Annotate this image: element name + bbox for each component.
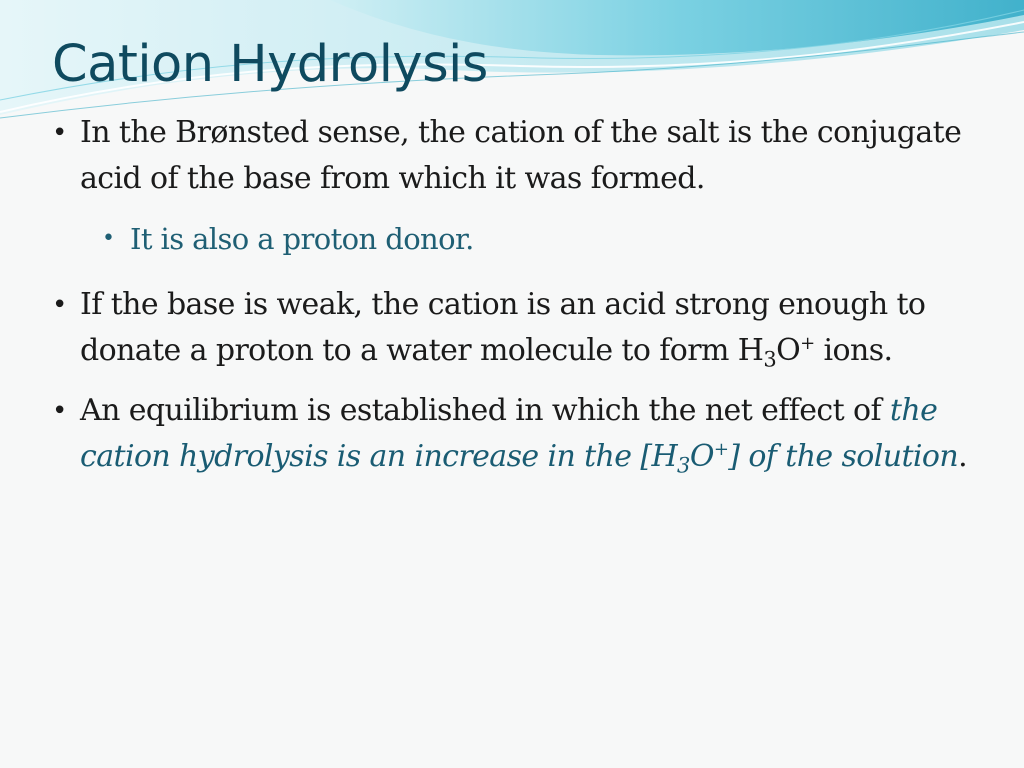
bullet-text-part: If the base is weak, the cation is an acid strong enough to donate a proton to a water molecule to form H — [80, 287, 926, 368]
bullet-item — [52, 388, 1017, 480]
slide-title: Cation Hydrolysis — [52, 35, 488, 94]
bullet-text-part: ions. — [814, 333, 893, 368]
superscript: + — [800, 333, 815, 355]
bullet-text-part: O — [776, 333, 801, 368]
superscript: + — [713, 439, 729, 461]
subscript: 3 — [763, 347, 777, 372]
bullet-text — [52, 388, 1017, 480]
bullet-dot-icon: • — [102, 226, 115, 251]
bullet-dot-icon: • — [52, 290, 67, 320]
slide-content — [52, 110, 1017, 494]
emphasis-text: O — [689, 439, 714, 474]
bullet-item — [52, 282, 1017, 374]
bullet-dot-icon: • — [52, 118, 67, 148]
bullet-text-part: . — [958, 439, 968, 474]
bullet-text-part: An equilibrium is established in which the net effect of — [80, 393, 890, 428]
bullet-dot-icon: • — [52, 396, 67, 426]
bullet-text — [52, 282, 1017, 374]
emphasis-text: the cation hydrolysis is an increase in the [H — [80, 393, 938, 474]
emphasis-text: ] of the solution — [728, 439, 959, 474]
sub-bullet-text: It is also a proton donor. — [130, 222, 474, 256]
bullet-item — [52, 110, 1017, 202]
sub-bullet-item — [102, 216, 1017, 262]
bullet-text: In the Brønsted sense, the cation of the salt is the conjugate acid of the base from which it was formed. — [80, 115, 962, 196]
subscript: 3 — [677, 453, 690, 478]
